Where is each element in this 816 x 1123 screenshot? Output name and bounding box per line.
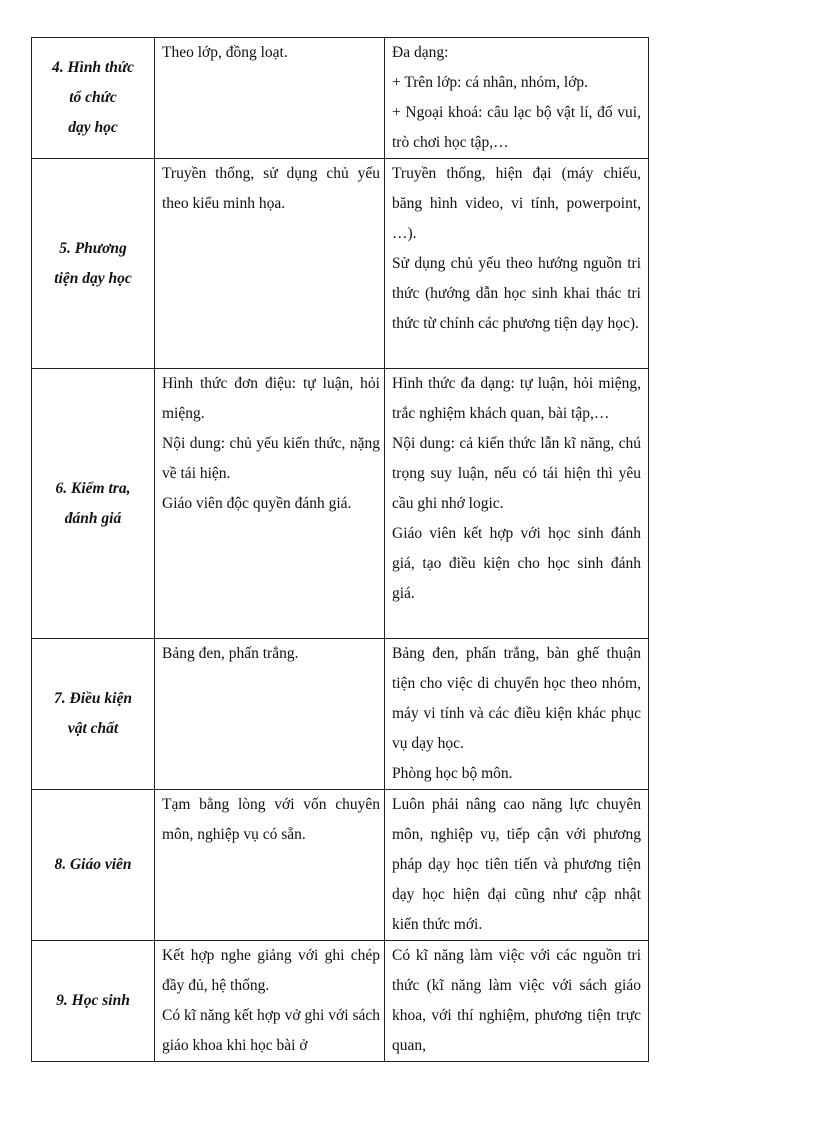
table-row <box>32 790 649 941</box>
criterion-line: 9. Học sinh <box>56 992 130 1009</box>
modern-paragraph: Phòng học bộ môn. <box>392 765 513 782</box>
criterion-cell <box>32 790 155 941</box>
modern-paragraph: Giáo viên kết hợp với học sinh đánh giá, tạo điều kiện cho học sinh đánh giá. <box>392 525 641 602</box>
modern-paragraph: + Trên lớp: cá nhân, nhóm, lớp. <box>392 74 589 91</box>
traditional-cell <box>155 639 385 790</box>
modern-paragraph: Luôn phải nâng cao năng lực chuyên môn, nghiệp vụ, tiếp cận với phương pháp dạy học tiên tiến và phương tiện dạy học hiện đại cũng như cập nhật kiến thức mới. <box>392 796 641 933</box>
modern-cell <box>385 159 649 369</box>
criterion-line: vật chất <box>67 720 119 737</box>
table-row <box>32 38 649 159</box>
traditional-paragraph: Hình thức đơn điệu: tự luận, hỏi miệng. <box>162 375 380 422</box>
modern-paragraph: Đa dạng: <box>392 44 449 61</box>
modern-paragraph: Sử dụng chủ yếu theo hướng nguồn tri thức (hướng dẫn học sinh khai thác tri thức từ chính các phương tiện dạy học). <box>392 255 641 332</box>
traditional-paragraph: Nội dung: chủ yếu kiến thức, nặng về tái hiện. <box>162 435 380 482</box>
criterion-line: 5. Phương <box>59 239 127 257</box>
traditional-paragraph: Bảng đen, phấn trắng. <box>162 645 299 662</box>
traditional-paragraph: Kết hợp nghe giảng với ghi chép đầy đủ, hệ thống. <box>162 947 380 994</box>
criterion-line: tổ chức <box>69 89 117 106</box>
modern-cell <box>385 790 649 941</box>
modern-paragraph: Truyền thống, hiện đại (máy chiếu, băng hình video, vi tính, powerpoint, …). <box>392 165 641 242</box>
criterion-line: tiện dạy học <box>54 269 132 287</box>
criterion-line: dạy học <box>68 119 118 136</box>
criterion-cell <box>32 369 155 639</box>
criterion-line: 4. Hình thức <box>51 59 135 76</box>
criterion-line: 8. Giáo viên <box>54 856 132 873</box>
modern-paragraph: Nội dung: cả kiến thức lẫn kĩ năng, chú trọng suy luận, nếu có tái hiện thì yêu cầu ghi nhớ logic. <box>392 435 641 512</box>
traditional-paragraph: Giáo viên độc quyền đánh giá. <box>162 495 352 512</box>
traditional-paragraph: Có kĩ năng kết hợp vở ghi với sách giáo khoa khi học bài ở <box>162 1007 380 1054</box>
modern-cell <box>385 639 649 790</box>
comparison-table <box>31 37 649 1062</box>
traditional-cell <box>155 159 385 369</box>
traditional-paragraph: Tạm bằng lòng với vốn chuyên môn, nghiệp vụ có sẵn. <box>162 796 380 843</box>
modern-cell <box>385 369 649 639</box>
table-row <box>32 369 649 639</box>
traditional-cell <box>155 369 385 639</box>
criterion-line: 6. Kiểm tra, <box>55 479 131 497</box>
modern-cell <box>385 941 649 1062</box>
table-row <box>32 639 649 790</box>
modern-paragraph: Bảng đen, phấn trắng, bàn ghế thuận tiện cho việc di chuyển học theo nhóm, máy vi tính và các điều kiện khác phục vụ dạy học. <box>392 645 641 752</box>
traditional-paragraph: Truyền thống, sử dụng chủ yếu theo kiểu minh họa. <box>162 165 380 212</box>
table-row <box>32 941 649 1062</box>
criterion-cell <box>32 639 155 790</box>
modern-cell <box>385 38 649 159</box>
modern-paragraph: + Ngoại khoá: câu lạc bộ vật lí, đố vui, trò chơi học tập,… <box>392 104 641 151</box>
traditional-paragraph: Theo lớp, đồng loạt. <box>162 44 288 61</box>
modern-paragraph: Có kĩ năng làm việc với các nguồn tri thức (kĩ năng làm việc với sách giáo khoa, với thí nghiệm, phương tiện trực quan, <box>392 947 641 1054</box>
criterion-cell <box>32 159 155 369</box>
criterion-cell <box>32 38 155 159</box>
criterion-line: đánh giá <box>64 509 122 527</box>
traditional-cell <box>155 941 385 1062</box>
criterion-line: 7. Điều kiện <box>54 690 132 707</box>
table-row <box>32 159 649 369</box>
criterion-cell <box>32 941 155 1062</box>
modern-paragraph: Hình thức đa dạng: tự luận, hỏi miệng, trắc nghiệm khách quan, bài tập,… <box>392 375 641 422</box>
traditional-cell <box>155 790 385 941</box>
traditional-cell <box>155 38 385 159</box>
